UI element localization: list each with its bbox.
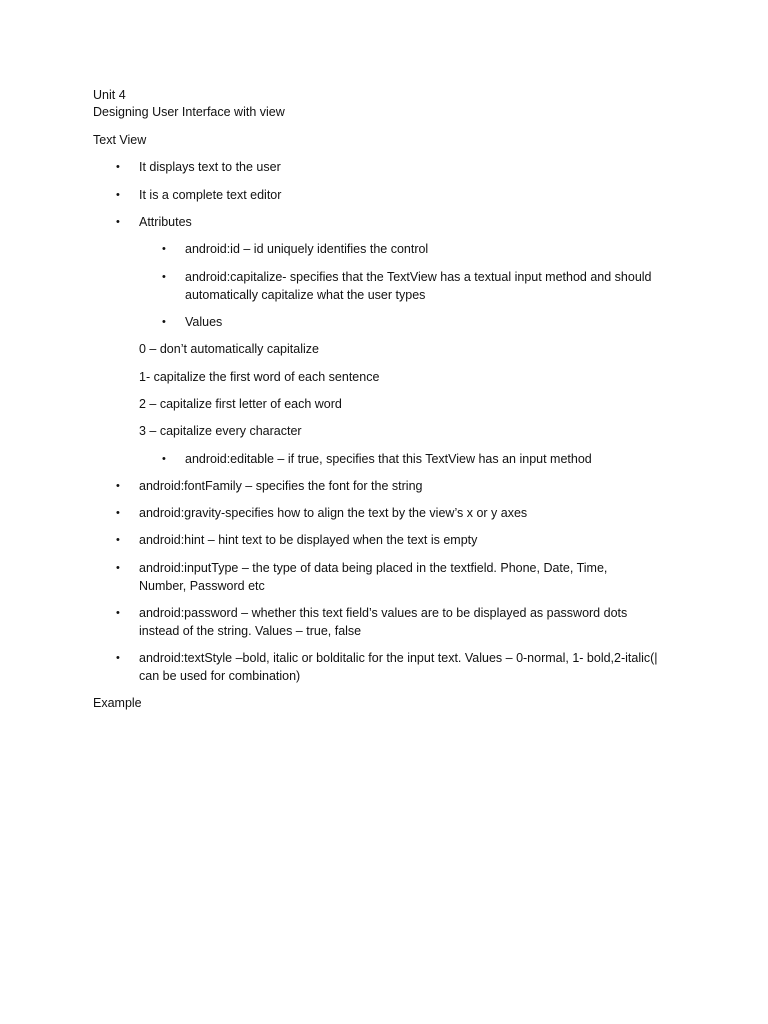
bullet-dot: • [116, 562, 120, 574]
bullet-dot: • [162, 453, 166, 465]
attribute-fontfamily: android:fontFamily – specifies the font for the string [139, 479, 423, 493]
bullet-dot: • [116, 216, 120, 228]
attribute-gravity: android:gravity-specifies how to align the text by the view’s x or y axes [139, 506, 528, 520]
attribute-password: android:password – whether this text field’s values are to be displayed as password dots instead of the string. Values – true, false [139, 606, 628, 638]
attribute-hint: android:hint – hint text to be displayed when the text is empty [139, 533, 478, 547]
bullet-dot: • [116, 652, 120, 664]
attribute-values-label: Values [185, 315, 223, 329]
bullet-dot: • [162, 243, 166, 255]
document-title: Designing User Interface with view [93, 105, 285, 119]
bullet-dot: • [116, 189, 120, 201]
example-label: Example [93, 696, 142, 710]
unit-label: Unit 4 [93, 88, 126, 102]
bullet-dot: • [116, 607, 120, 619]
list-item: Attributes [139, 215, 192, 229]
bullet-dot: • [116, 534, 120, 546]
section-title: Text View [93, 133, 147, 147]
attribute-inputtype: android:inputType – the type of data being placed in the textfield. Phone, Date, Time, Number, Password etc [139, 561, 608, 593]
capitalize-value: 0 – don’t automatically capitalize [139, 342, 319, 356]
list-item: It displays text to the user [139, 160, 281, 174]
attribute-editable: android:editable – if true, specifies that this TextView has an input method [185, 452, 592, 466]
bullet-dot: • [162, 316, 166, 328]
list-item: It is a complete text editor [139, 188, 282, 202]
bullet-dot: • [116, 161, 120, 173]
capitalize-value: 3 – capitalize every character [139, 424, 302, 438]
bullet-dot: • [162, 271, 166, 283]
bullet-dot: • [116, 507, 120, 519]
attribute-textstyle: android:textStyle –bold, italic or bolditalic for the input text. Values – 0-normal, 1- bold,2-italic(| can be used for combination) [139, 651, 658, 683]
bullet-dot: • [116, 480, 120, 492]
attribute-capitalize: android:capitalize- specifies that the TextView has a textual input method and should automatically capitalize what the user types [185, 270, 652, 302]
capitalize-value: 1- capitalize the first word of each sentence [139, 370, 380, 384]
attribute-id: android:id – id uniquely identifies the control [185, 242, 429, 256]
capitalize-value: 2 – capitalize first letter of each word [139, 397, 342, 411]
